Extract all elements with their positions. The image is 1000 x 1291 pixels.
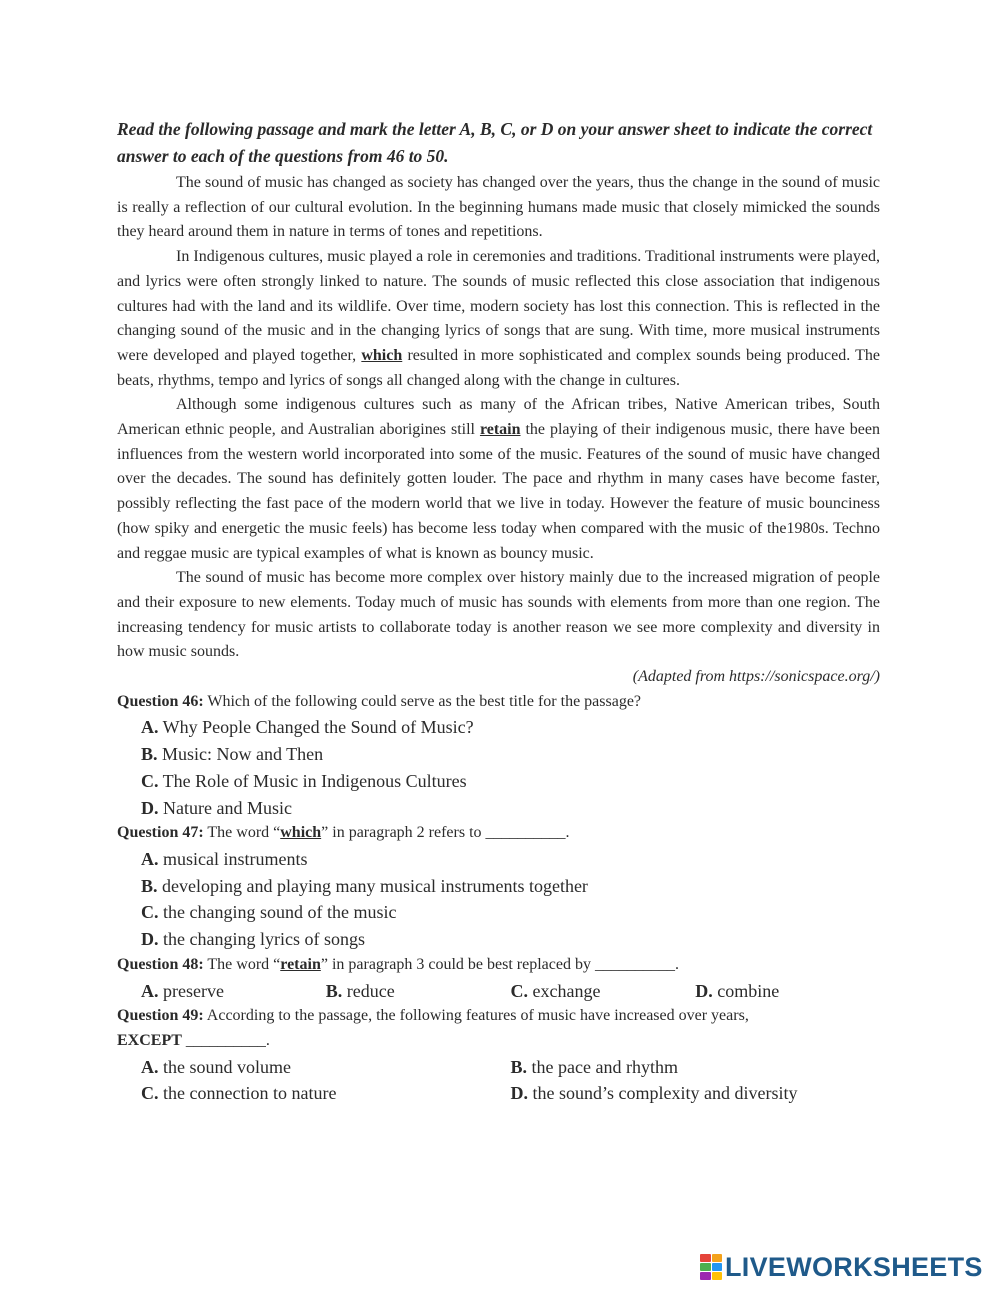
question-48-option-d[interactable] [695,978,880,1005]
question-47-text-before: The word “ [203,824,281,842]
question-49-blank: __________. [181,1031,270,1049]
question-48 [117,953,880,978]
question-48-keyword: retain [280,955,321,973]
instruction: Read the following passage and mark the letter A, B, C, or D on your answer sheet to indicate the correct answer to each of the questions from 46 to 50. [117,119,873,166]
keyword-retain: retain [479,421,521,439]
option-text: musical instruments [158,848,308,869]
liveworksheets-wordmark: LIVEWORKSHEETS [725,1251,983,1282]
option-letter: C. [141,1083,159,1104]
mark-block [700,1254,711,1262]
option-letter: C. [141,902,159,923]
question-49-except: EXCEPT [117,1031,182,1049]
question-49-option-a[interactable] [141,1054,511,1081]
option-letter: D. [510,1083,528,1104]
question-46-options [117,714,880,821]
option-text: the changing sound of the music [158,902,397,923]
option-letter: C. [141,770,159,791]
option-letter: A. [141,980,159,1001]
question-47-option-c[interactable] [117,899,880,926]
option-letter: A. [141,1056,159,1077]
question-47-options [117,846,880,953]
option-text: the sound’s complexity and diversity [528,1083,798,1104]
option-text: Nature and Music [158,797,292,818]
passage-paragraph-2 [117,245,880,393]
question-46-option-d[interactable] [117,795,880,822]
option-letter: B. [141,875,158,896]
question-48-text-after: ” in paragraph 3 could be best replaced by __________. [320,955,679,973]
question-49-label: Question 49: [117,1007,204,1025]
question-47 [117,821,880,846]
question-47-option-d[interactable] [117,926,880,953]
question-47-option-a[interactable] [117,846,880,873]
question-46-text: Which of the following could serve as the best title for the passage? [203,692,642,710]
mark-block [712,1254,723,1262]
paragraph-3-text-after: the playing of their indigenous music, there have been influences from the western world incorporated into some of the music. Features of the sound of music have changed over the decades. The sound has definitely gotten louder. The pace and rhythm in many cases have become faster, possibly reflecting the fast pace of the modern world that we live in today. However the feature of music bounciness (how spiky and energetic the music feels) has become less today when compared with the music of the1980s. Techno and reggae music are typical examples of what is known as bouncy music. [117,421,881,562]
option-text: developing and playing many musical instruments together [157,875,588,896]
question-46-option-c[interactable] [117,768,880,795]
question-46 [117,690,880,715]
passage-paragraph-4: The sound of music has become more complex over history mainly due to the increased migration of people and their exposure to new elements. Today much of music has sounds with elements from more than one region. The increasing tendency for music artists to collaborate today is another reason we see more complexity and diversity in how music sounds. [117,569,880,661]
paragraph-2-text-after: resulted in more sophisticated and complex sounds being produced. The beats, rhythms, tempo and lyrics of songs all changed along with the change in cultures. [117,346,880,389]
question-46-label: Question 46: [117,692,204,710]
question-46-option-a[interactable] [117,714,880,741]
option-letter: A. [141,848,159,869]
question-47-label: Question 47: [117,824,204,842]
option-letter: B. [325,980,343,1001]
question-48-label: Question 48: [117,955,204,973]
option-text: the sound volume [158,1056,291,1077]
question-49 [117,1004,880,1053]
option-text: Why People Changed the Sound of Music? [158,717,474,738]
option-letter: D. [141,929,159,950]
mark-block [700,1263,711,1271]
option-letter: D. [695,980,713,1001]
option-text: reduce [342,980,395,1001]
option-text: combine [712,980,780,1001]
passage-paragraph-1: The sound of music has changed as society has changed over the years, thus the change in the sound of music is really a reflection of our cultural evolution. In the beginning humans made music that closely mimicked the sounds they heard around them in nature in terms of tones and repetitions. [117,174,880,241]
question-49-option-d[interactable] [511,1080,881,1107]
option-text: the connection to nature [158,1083,337,1104]
option-text: the pace and rhythm [527,1056,678,1077]
question-49-options-row-2 [117,1080,880,1107]
worksheet-page [117,116,880,1107]
question-49-options-row-1 [117,1054,880,1081]
question-47-text-after: ” in paragraph 2 refers to __________. [321,824,570,842]
paragraph-2-text-before: In Indigenous cultures, music played a role in ceremonies and traditions. Traditional instruments were played, and lyrics were often strongly linked to nature. The sounds of music reflected this close association that indigenous cultures had with the land and its wildlife. Over time, modern society has lost this connection. This is reflected in the changing sound of the music and in the changing lyrics of songs that are sung. With time, more musical instruments were developed and played together, [117,248,880,364]
mark-block [712,1263,723,1271]
paragraph-3-text-before: Although some indigenous cultures such as many of the African tribes, Native American tribes, South American ethnic people, and Australian aborigines still [117,396,880,439]
question-47-option-b[interactable] [117,873,880,900]
question-49-option-c[interactable] [141,1080,511,1107]
question-48-option-c[interactable] [511,978,696,1005]
question-48-text-before: The word “ [203,955,281,973]
question-48-option-b[interactable] [326,978,511,1005]
keyword-which: which [361,346,403,364]
source-citation: (Adapted from https://sonicspace.org/) [632,668,880,686]
question-47-keyword: which [280,824,322,842]
liveworksheets-mark-icon [700,1254,722,1280]
liveworksheets-logo[interactable] [700,1251,983,1283]
mark-block [700,1272,711,1280]
option-text: exchange [528,980,601,1001]
mark-block [712,1272,723,1280]
option-text: the changing lyrics of songs [158,929,365,950]
question-49-option-b[interactable] [511,1054,881,1081]
passage-paragraph-3 [117,393,880,566]
option-text: Music: Now and Then [157,744,324,765]
option-text: The Role of Music in Indigenous Cultures [158,770,467,791]
option-text: preserve [158,980,224,1001]
option-letter: C. [510,980,528,1001]
question-48-option-a[interactable] [141,978,326,1005]
option-letter: B. [510,1056,528,1077]
question-46-option-b[interactable] [117,741,880,768]
option-letter: D. [141,797,159,818]
question-49-text: According to the passage, the following features of music have increased over years, [203,1007,749,1025]
question-48-options [117,978,880,1005]
option-letter: A. [141,717,159,738]
option-letter: B. [141,744,158,765]
